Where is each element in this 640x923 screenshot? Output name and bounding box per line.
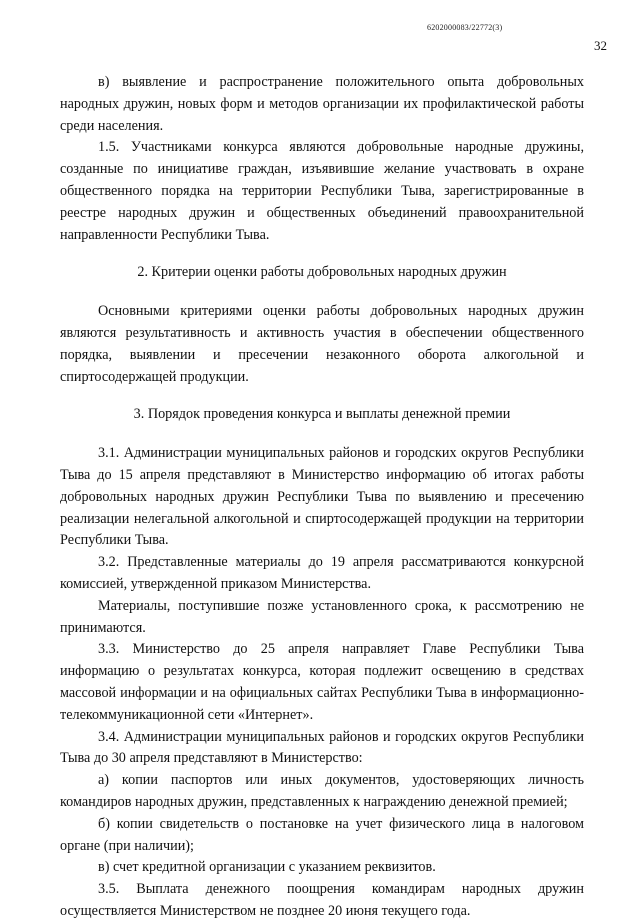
document-body	[60, 72, 584, 923]
paragraph-1-4-v: в) выявление и распространение положительного опыта добровольных народных дружин, новых форм и методов организации их профилактической работы среди населения.	[60, 74, 584, 134]
paragraph-3-2: 3.2. Представленные материалы до 19 апреля рассматриваются конкурсной комиссией, утвержденной приказом Министерства.	[60, 554, 584, 592]
paragraph-3-3: 3.3. Министерство до 25 апреля направляет Главе Республики Тыва информацию о результатах конкурса, которая подлежит освещению в средствах массовой информации и на официальных сайтах Республики Тыва в информационно-телекоммуникационной сети «Интернет».	[60, 641, 584, 723]
list-item-b: б) копии свидетельств о постановке на учет физического лица в налоговом органе (при наличии);	[60, 815, 584, 854]
paragraph-3-1: 3.1. Администрации муниципальных районов и городских округов Республики Тыва до 15 апреля представляют в Министерство информацию об итогах работы добровольных народных дружин Республики Тыва по выявлению и пресечению реализации нелегальной алкогольной и спиртосодержащей продукции на территории Республики Тыва.	[60, 445, 584, 549]
list-item-v: в) счет кредитной организации с указанием реквизитов.	[98, 859, 436, 876]
paragraph-3-4: 3.4. Администрации муниципальных районов и городских округов Республики Тыва до 30 апреля представляют в Министерство:	[60, 728, 584, 767]
paragraph-1-5: 1.5. Участниками конкурса являются добровольные народные дружины, созданные по инициативе граждан, изъявившие желание участвовать в охране общественного порядка на территории Республики Тыва, зарегистрированные в реестре народных дружин и общественных объединений правоохранительной направленности Республики Тыва.	[60, 139, 584, 243]
paragraph-criteria: Основными критериями оценки работы добровольных народных дружин являются результативность и активность участия в обеспечении общественного порядка, выявлении и пресечении незаконного оборота алкогольной и спиртосодержащей продукции.	[60, 303, 584, 385]
list-item-a: а) копии паспортов или иных документов, удостоверяющих личность командиров народных дружин, представленных к награждению денежной премией;	[60, 772, 584, 810]
page-number: 32	[594, 38, 607, 53]
section-heading-2: 2. Критерии оценки работы добровольных народных дружин	[137, 264, 507, 281]
section-heading-3: 3. Порядок проведения конкурса и выплаты денежной премии	[133, 406, 511, 423]
document-id: 6202000083/22772(3)	[427, 23, 503, 32]
paragraph-late-materials: Материалы, поступившие позже установленного срока, к рассмотрению не принимаются.	[60, 597, 584, 636]
paragraph-3-5: 3.5. Выплата денежного поощрения командирам народных дружин осуществляется Министерством не позднее 20 июня текущего года.	[60, 881, 584, 919]
